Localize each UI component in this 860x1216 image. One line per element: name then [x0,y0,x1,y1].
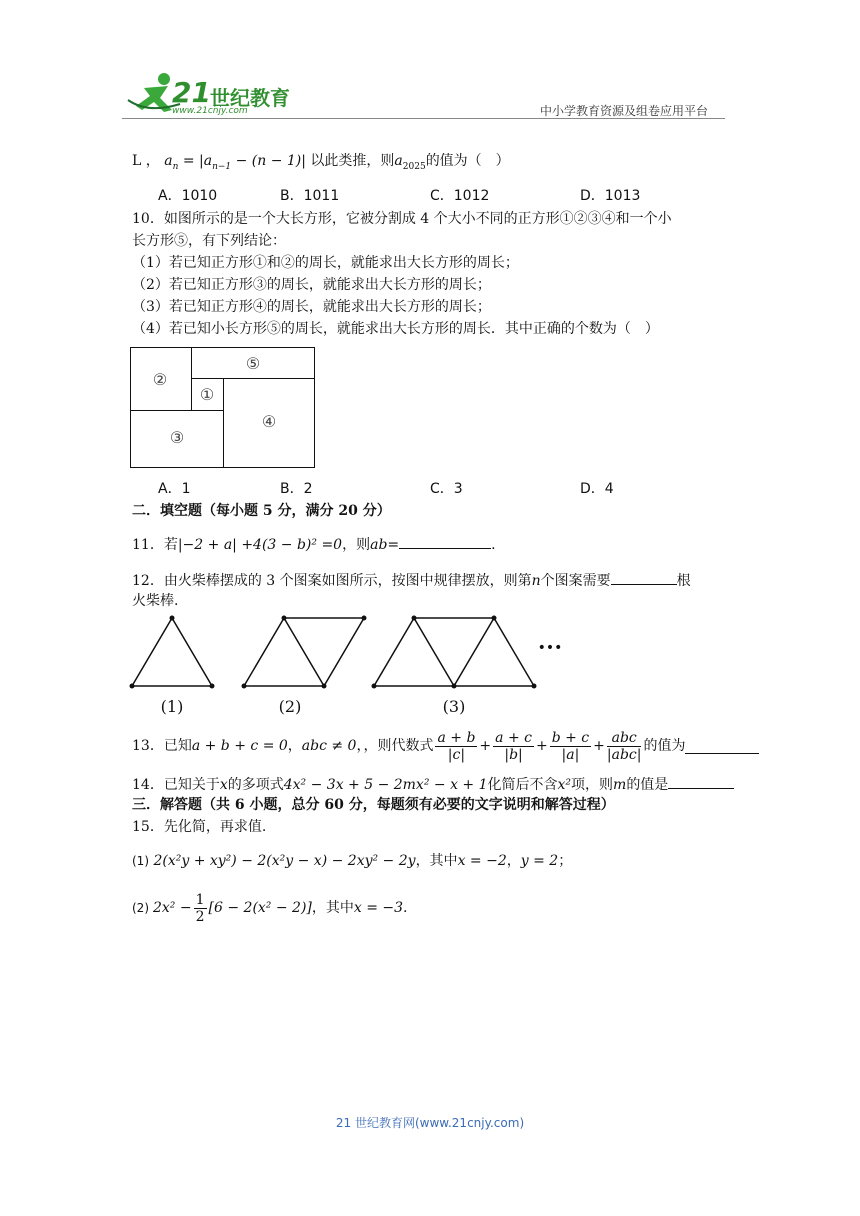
q15-p1-tail: ，其中 [415,853,458,869]
q15-p1-y: y = 2 [520,853,559,869]
q9-line [132,152,510,176]
q13-pre: 13．已知 [132,738,192,754]
q10-option-a: A．1 [158,481,191,497]
fraction-1: $\frac{a + b}{|c|}$ [437,729,476,763]
fraction-4: $\frac{\text{abc}}{\text{|abc|}}$ [606,729,642,763]
header-divider [122,118,725,119]
q15-p2-a: 2x² − [153,900,192,916]
q12-post: 个图案需要 [540,573,611,589]
q11-ab: ab [370,537,388,553]
q15-p1-expr: 2(x²y + xy²) − 2(x²y − x) − 2xy² − 2y [153,853,416,869]
logo-number: 21 [172,76,211,109]
rectangle-diagram [130,347,316,469]
q9-tail: 以此类推，则 [310,153,395,169]
q14-mid: 的多项式 [227,777,284,793]
plus-3: + [593,738,605,754]
q13-cond1: a + b + c = 0 [191,738,288,754]
q14-end: 的值是 [626,777,669,793]
plus-2: + [535,738,548,754]
footer-link[interactable]: 21 世纪教育网(www.21cnjy.com) [335,1116,525,1130]
q9-prefix: L ， [132,153,160,169]
q11-end: . [491,537,496,553]
q14-mid2: 化简后不含 [487,777,558,793]
q9-sub-n1: n−1 [212,161,232,172]
q15-p2-b: [6 − 2(x² − 2)] [208,900,312,916]
section-2-heading: 二．填空题（每小题 5 分，满分 20 分） [132,503,391,519]
q15-title: 15．先化简，再求值. [132,819,267,835]
q11-mid: ，则 [342,537,371,553]
q15-p2-fraction: $\frac{1}{2}$ [195,891,205,925]
q14-x2: x² [557,777,572,793]
q10-conclusion-2: （2）若已知正方形③的周长，就能求出大长方形的周长； [132,277,491,293]
q9-ask: 的值为（ ） [425,153,510,169]
q13-line [132,726,759,766]
q15-part-2 [132,888,408,928]
q10-line2: 长方形⑤，有下列结论： [132,233,286,249]
q11-pre: 11．若 [132,537,178,553]
q13-end: 的值为 [643,738,686,754]
q10-option-b: B．2 [280,481,313,497]
q11-answer-blank[interactable] [399,534,491,549]
q9-option-b: B．1011 [280,188,340,204]
q9-eq: = |a [182,153,213,169]
q10-line1: 10．如图所示的是一个大长方形，它被分割成 4 个大小不同的正方形①②③④和一个小 [132,211,672,227]
q9-rest: − (n − 1)| [231,153,306,169]
q15-p2-tail: ，其中 [311,900,354,916]
q13-cond2: abc ≠ 0 [301,738,357,754]
q9-a: a [164,153,173,169]
q14-line [132,774,734,794]
q15-p1-end: ； [558,853,573,869]
q9-sub-n: n [172,161,179,172]
q14-answer-blank[interactable] [668,774,734,789]
section-3-heading: 三．解答题（共 6 小题，总分 60 分，每题须有必要的文字说明和解答过程） [132,797,615,813]
q15-p2-end: . [403,900,408,916]
q12-tail: 根 [676,573,691,589]
q12-pre: 12．由火柴棒摆成的 3 个图案如图所示，按图中规律摆放，则第 [132,573,532,589]
q11-expr: |−2 + a| +4(3 − b)² =0 [177,537,343,553]
q12-n: n [531,573,541,589]
q14-x: x [219,777,228,793]
caption-fig-2: (2) [278,697,302,716]
q9-option-a: A．1010 [158,188,218,204]
logo-url: www.21cnjy.com [172,106,248,116]
logo-title: 世纪教育 [210,86,290,110]
q13-sep: ， [287,738,302,754]
label-square-2: ② [152,370,168,389]
q14-mid3: 项，则 [571,777,614,793]
q12-line1 [132,570,691,590]
platform-name: 中小学教育资源及组卷应用平台 [540,104,709,118]
q15-p1-label: (1) [132,854,149,868]
fraction-3: $\frac{b + c}{|a|}$ [551,729,590,763]
q11-eq: = [387,537,400,553]
matchstick-figures [124,612,574,722]
q15-p1-sep: ， [506,853,521,869]
caption-fig-1: (1) [160,697,184,716]
q10-option-c: C．3 [430,481,463,497]
label-rect-5: ⑤ [245,354,261,373]
fraction-2: $\frac{a + c}{|b|}$ [495,729,532,763]
q12-line2: 火柴棒. [132,593,179,609]
q9-option-c: C．1012 [430,188,490,204]
q10-conclusion-4: （4）若已知小长方形⑤的周长，就能求出大长方形的周长．其中正确的个数为（ ） [132,321,659,337]
q13-mid: ，，则代数式 [356,738,434,754]
caption-fig-3: (3) [442,697,466,716]
q14-m: m [613,777,627,793]
q10-conclusion-3: （3）若已知正方形④的周长，就能求出大长方形的周长； [132,299,491,315]
q9-sub-2025: 2025 [402,161,426,172]
q15-p2-x: x = −3 [353,900,404,916]
plus-1: + [479,738,492,754]
q15-part-1 [132,852,572,870]
q10-conclusion-1: （1）若已知正方形①和②的周长，就能求出大长方形的周长； [132,255,519,271]
continuation-dots: ••• [537,640,563,656]
q14-pre: 14．已知关于 [132,777,220,793]
q13-answer-blank[interactable] [685,739,759,754]
q10-option-d: D．4 [580,481,614,497]
q11-line [132,534,496,554]
q9-option-d: D．1013 [580,188,641,204]
q12-answer-blank[interactable] [611,570,677,585]
q15-p1-x: x = −2 [457,853,507,869]
label-square-3: ③ [169,428,185,447]
q9-a2: a [394,153,403,169]
label-square-4: ④ [261,412,277,431]
q14-poly: 4x² − 3x + 5 − 2mx² − x + 1 [283,777,488,793]
label-square-1: ① [199,385,215,404]
q15-p2-label: (2) [132,901,149,915]
